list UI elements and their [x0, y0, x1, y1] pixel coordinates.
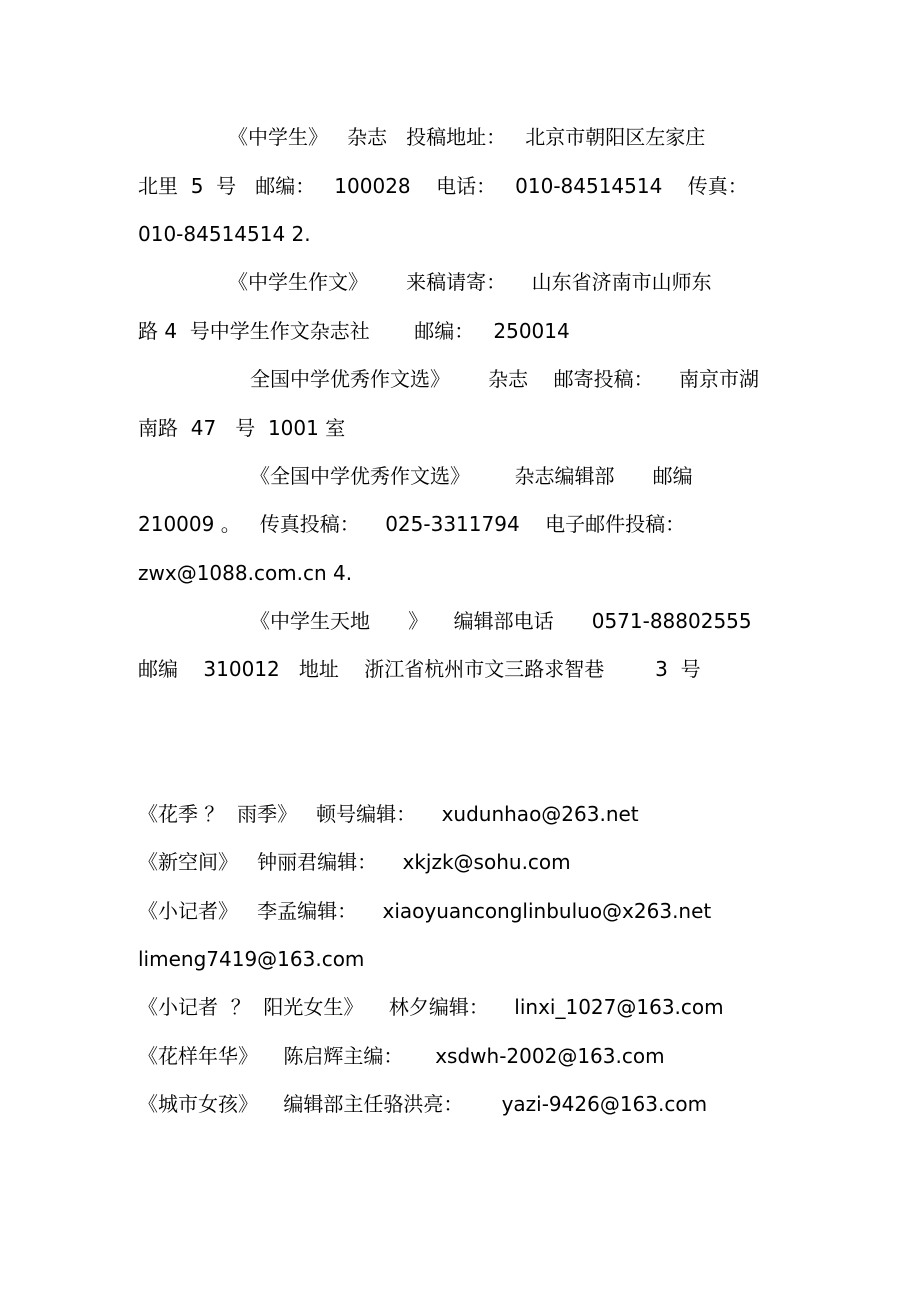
- text-line: 010-84514514 2.: [138, 222, 311, 246]
- text-line: 210009 。 传真投稿： 025-3311794 电子邮件投稿：: [138, 512, 686, 536]
- text-line: 《中学生作文》 来稿请寄： 山东省济南市山师东: [228, 270, 712, 294]
- text-line: 《城市女孩》 编辑部主任骆洪亮： yazi-9426@163.com: [138, 1092, 708, 1116]
- text-line: 《新空间》 钟丽君编辑： xkjzk@sohu.com: [138, 850, 571, 874]
- text-line: 《花季 ？ 雨季》 顿号编辑： xudunhao@263.net: [138, 802, 639, 826]
- text-line: 《全国中学优秀作文选》 杂志编辑部 邮编: [250, 464, 693, 488]
- text-line: 全国中学优秀作文选》 杂志 邮寄投稿： 南京市湖: [250, 367, 760, 391]
- text-line: 《小记者 ？ 阳光女生》 林夕编辑： linxi_1027@163.com: [138, 995, 724, 1019]
- text-line: limeng7419@163.com: [138, 947, 365, 971]
- text-line: 北里 5 号 邮编： 100028 电话： 010-84514514 传真：: [138, 174, 748, 198]
- text-line: 《花样年华》 陈启辉主编： xsdwh-2002@163.com: [138, 1044, 665, 1068]
- text-line: 南路 47 号 1001 室: [138, 416, 346, 440]
- text-line: 《小记者》 李孟编辑： xiaoyuanconglinbuluo@x263.net: [138, 899, 712, 923]
- text-line: 《中学生天地 》 编辑部电话 0571-88802555: [250, 609, 752, 633]
- text-line: 邮编 310012 地址 浙江省杭州市文三路求智巷 3 号: [138, 657, 701, 681]
- text-line: zwx@1088.com.cn 4.: [138, 561, 353, 585]
- text-line: 《中学生》 杂志 投稿地址： 北京市朝阳区左家庄: [228, 125, 706, 149]
- text-line: 路 4 号中学生作文杂志社 邮编： 250014: [138, 319, 570, 343]
